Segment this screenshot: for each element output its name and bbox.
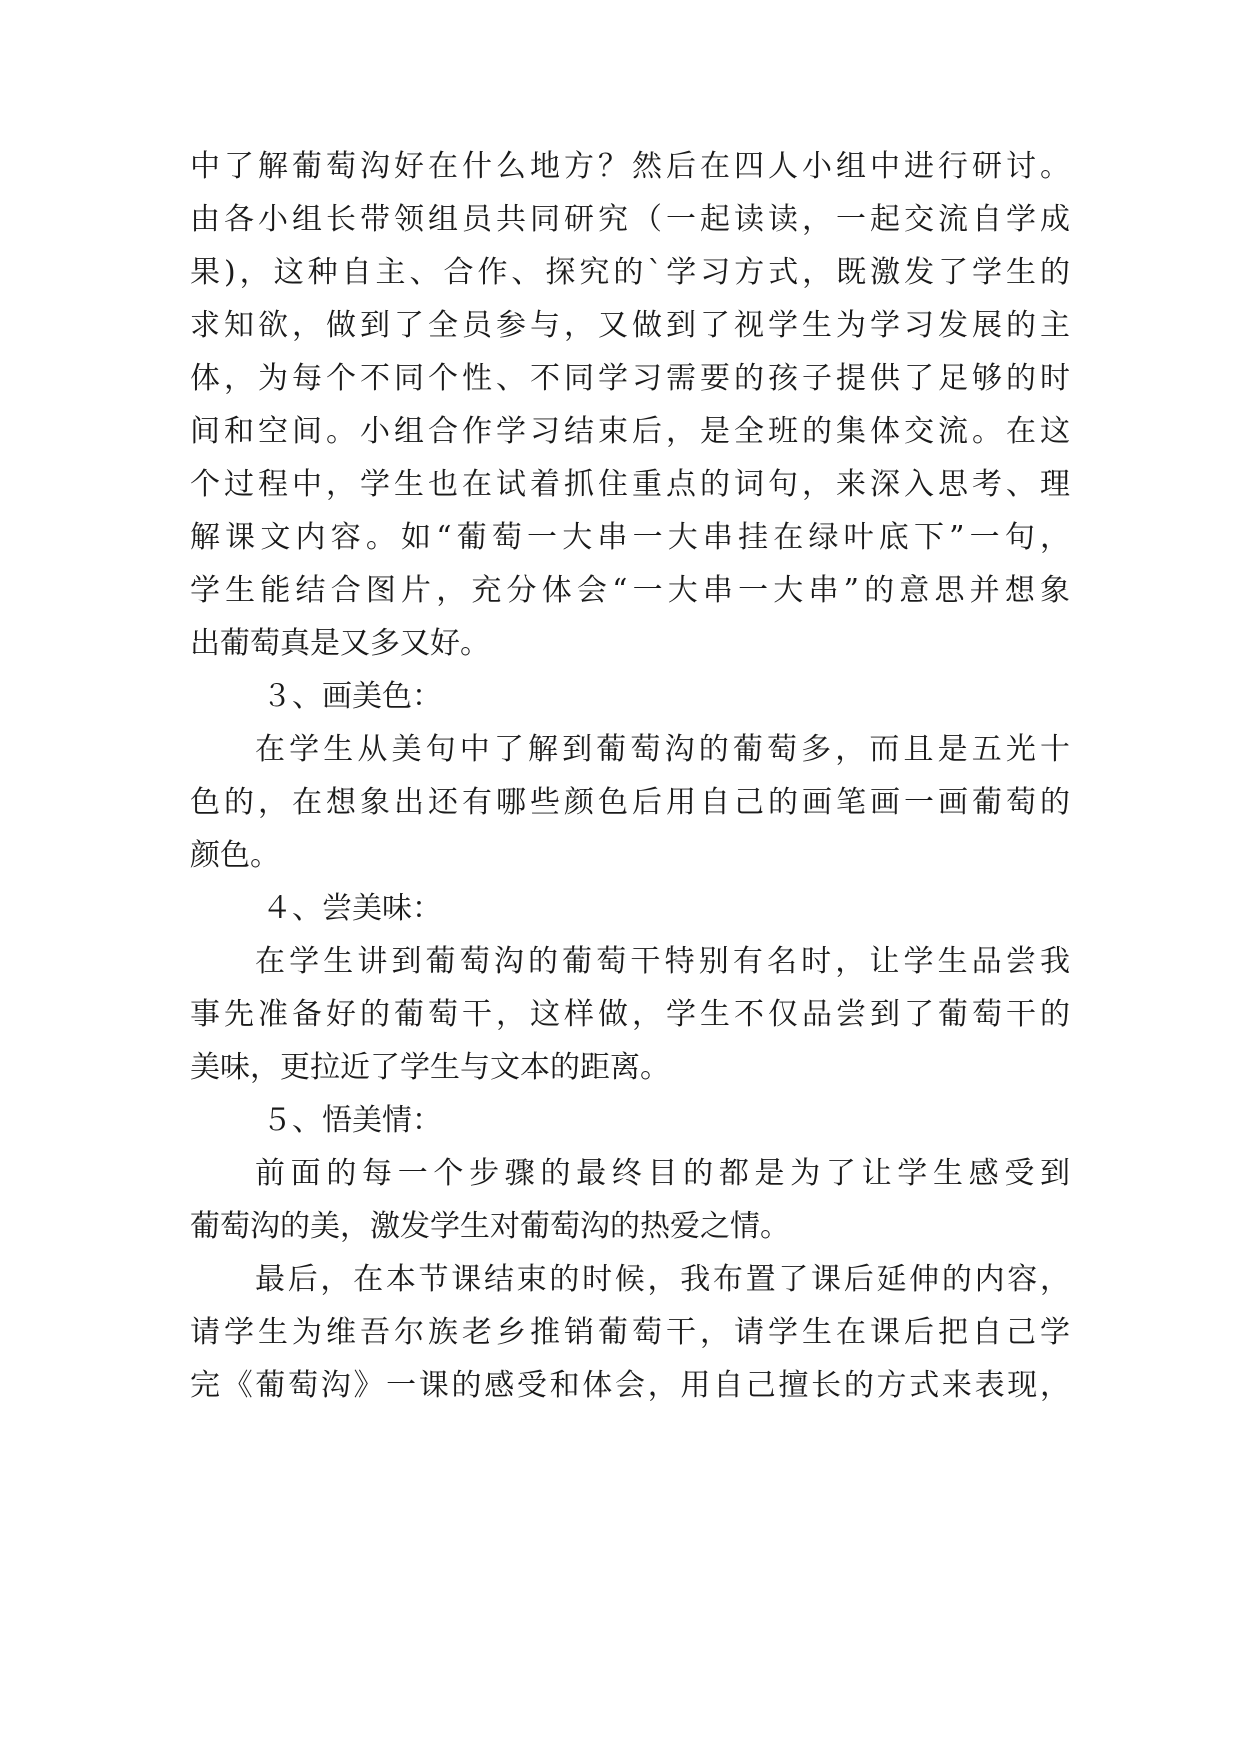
body-line-19: 最后，在本节课结束的时候，我布置了课后延伸的内容， bbox=[255, 1262, 1070, 1297]
body-line-3: 果)，这种自主、合作、探究的`学习方式，既激发了学生的 bbox=[190, 255, 1070, 290]
body-line-1: 中了解葡萄沟好在什么地方？然后在四人小组中进行研讨。 bbox=[190, 149, 1070, 184]
section-heading-3: ３、画美色： bbox=[262, 679, 442, 714]
body-line-11: 在学生从美句中了解到葡萄沟的葡萄多，而且是五光十 bbox=[255, 732, 1070, 767]
body-line-18: 葡萄沟的美，激发学生对葡萄沟的热爱之情。 bbox=[190, 1209, 790, 1244]
section-heading-5: ５、悟美情： bbox=[262, 1103, 442, 1138]
body-line-2: 由各小组长带领组员共同研究（一起读读，一起交流自学成 bbox=[190, 202, 1070, 237]
body-line-16: 美味，更拉近了学生与文本的距离。 bbox=[190, 1050, 670, 1085]
body-line-6: 间和空间。小组合作学习结束后，是全班的集体交流。在这 bbox=[190, 414, 1070, 449]
body-line-4: 求知欲，做到了全员参与，又做到了视学生为学习发展的主 bbox=[190, 308, 1070, 343]
body-line-7: 个过程中，学生也在试着抓住重点的词句，来深入思考、理 bbox=[190, 467, 1070, 502]
body-line-15: 事先准备好的葡萄干，这样做，学生不仅品尝到了葡萄干的 bbox=[190, 997, 1070, 1032]
body-line-12: 色的，在想象出还有哪些颜色后用自己的画笔画一画葡萄的 bbox=[190, 785, 1070, 820]
body-line-13: 颜色。 bbox=[190, 838, 280, 873]
body-line-5: 体，为每个不同个性、不同学习需要的孩子提供了足够的时 bbox=[190, 361, 1070, 396]
body-line-10: 出葡萄真是又多又好。 bbox=[190, 626, 490, 661]
body-line-14: 在学生讲到葡萄沟的葡萄干特别有名时，让学生品尝我 bbox=[255, 944, 1070, 979]
section-heading-4: ４、尝美味： bbox=[262, 891, 442, 926]
body-line-9: 学生能结合图片，充分体会“一大串一大串”的意思并想象 bbox=[190, 573, 1070, 608]
body-line-20: 请学生为维吾尔族老乡推销葡萄干，请学生在课后把自己学 bbox=[190, 1315, 1070, 1350]
body-line-8: 解课文内容。如“葡萄一大串一大串挂在绿叶底下”一句， bbox=[190, 520, 1070, 555]
body-line-17: 前面的每一个步骤的最终目的都是为了让学生感受到 bbox=[255, 1156, 1070, 1191]
body-line-21: 完《葡萄沟》一课的感受和体会，用自己擅长的方式来表现， bbox=[190, 1368, 1070, 1403]
